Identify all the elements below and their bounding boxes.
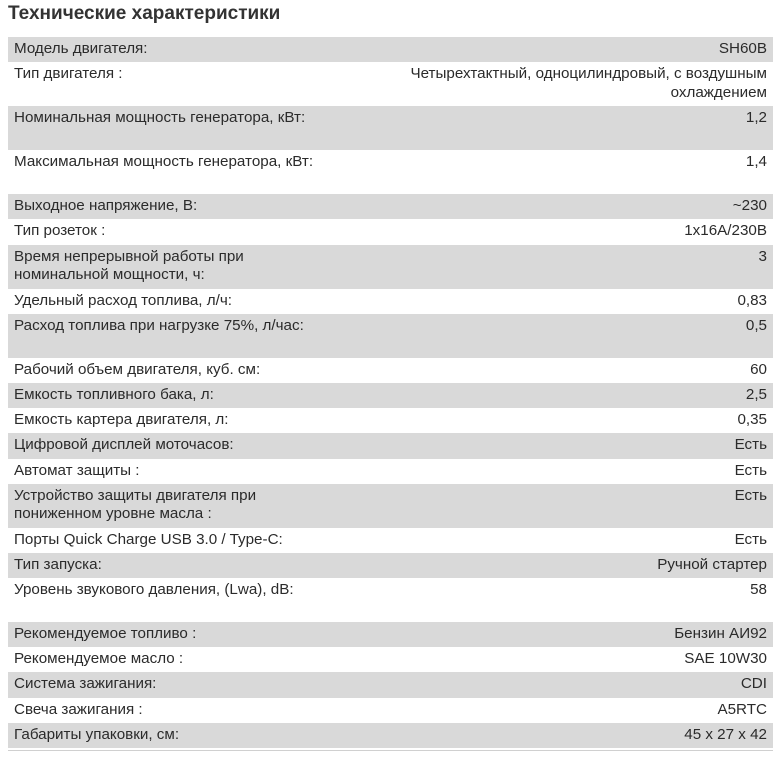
spec-label: Емкость картера двигателя, л:	[14, 411, 229, 429]
spec-row-usb-ports	[8, 528, 773, 553]
spec-row-max-power	[8, 150, 773, 194]
spec-row-start-type	[8, 553, 773, 578]
spec-value: 0,5	[745, 316, 767, 334]
spec-row-hour-display	[8, 433, 773, 458]
spec-label: Рекомендуемое масло :	[14, 650, 184, 668]
spec-label: Номинальная мощность генератора, кВт:	[14, 109, 306, 127]
spec-row-runtime	[8, 245, 773, 289]
spec-row-rated-power	[8, 106, 773, 150]
spec-label: Уровень звукового давления, (Lwa), dB:	[14, 581, 294, 599]
spec-row-fuel-tank	[8, 383, 773, 408]
spec-value: 1x16A/230B	[684, 222, 767, 240]
spec-label: Выходное напряжение, В:	[14, 197, 198, 215]
spec-row-fuel-consumption	[8, 289, 773, 314]
spec-label: Удельный расход топлива, л/ч:	[14, 291, 232, 309]
spec-label: Автомат защиты :	[14, 461, 140, 479]
spec-label: Расход топлива при нагрузке 75%, л/час:	[14, 316, 304, 334]
spec-value: Есть	[734, 436, 767, 454]
spec-value: Ручной стартер	[657, 555, 767, 573]
spec-value: 0,35	[737, 411, 767, 429]
spec-value: 3	[758, 247, 767, 265]
spec-value: 1,2	[745, 109, 767, 127]
spec-label: Цифровой дисплей моточасов:	[14, 436, 234, 454]
spec-label: Габариты упаковки, см:	[14, 725, 180, 743]
spec-row-fuel-consumption-75	[8, 314, 773, 358]
spec-label: Емкость топливного бака, л:	[14, 385, 214, 403]
spec-label: Максимальная мощность генератора, кВт:	[14, 153, 314, 171]
spec-label: Свеча зажигания :	[14, 700, 143, 718]
spec-row-engine-model	[8, 37, 773, 62]
spec-row-sound-pressure	[8, 578, 773, 622]
spec-label: Тип двигателя :	[14, 65, 123, 83]
spec-label: Рекомендуемое топливо :	[14, 625, 197, 643]
spec-label: Рабочий объем двигателя, куб. см:	[14, 360, 261, 378]
spec-label: Устройство защиты двигателя при пониженном уровне масла :	[14, 486, 257, 523]
spec-value: SAE 10W30	[684, 650, 767, 668]
spec-value: Бензин АИ92	[674, 625, 767, 643]
spec-value: Есть	[734, 486, 767, 504]
spec-row-recommended-oil	[8, 647, 773, 672]
spec-row-package-dimensions	[8, 723, 773, 748]
spec-row-socket-type	[8, 219, 773, 244]
spec-row-low-oil-protection	[8, 484, 773, 528]
spec-label: Время непрерывной работы при номинальной мощности, ч:	[14, 247, 244, 284]
spec-row-engine-type	[8, 62, 773, 106]
spec-row-crankcase	[8, 408, 773, 433]
spec-value: SH60B	[718, 40, 767, 57]
spec-label: Порты Quick Charge USB 3.0 / Type-C:	[14, 530, 283, 548]
spec-row-circuit-breaker	[8, 459, 773, 484]
spec-value: 58	[750, 581, 767, 599]
table-bottom-border	[8, 750, 773, 751]
spec-table	[8, 37, 773, 748]
spec-value: Есть	[734, 461, 767, 479]
spec-value: ~230	[732, 197, 767, 215]
spec-label: Система зажигания:	[14, 675, 157, 693]
spec-row-displacement	[8, 358, 773, 383]
spec-label: Тип розеток :	[14, 222, 106, 240]
spec-value: A5RTC	[717, 700, 767, 718]
spec-value: 45 x 27 x 42	[684, 725, 767, 743]
spec-row-output-voltage	[8, 194, 773, 219]
spec-row-recommended-fuel	[8, 622, 773, 647]
spec-row-ignition-system	[8, 672, 773, 697]
page-title: Технические характеристики	[8, 3, 281, 24]
spec-value: Есть	[734, 530, 767, 548]
spec-value: 2,5	[745, 385, 767, 403]
spec-value: 0,83	[737, 291, 767, 309]
spec-row-spark-plug	[8, 698, 773, 723]
spec-value: 1,4	[745, 153, 767, 171]
spec-label: Модель двигателя:	[14, 40, 148, 57]
spec-value: Четырехтактный, одноцилиндровый, с воздушным охлаждением	[410, 65, 767, 101]
spec-value: CDI	[740, 675, 767, 693]
spec-value: 60	[750, 360, 767, 378]
spec-label: Тип запуска:	[14, 555, 102, 573]
